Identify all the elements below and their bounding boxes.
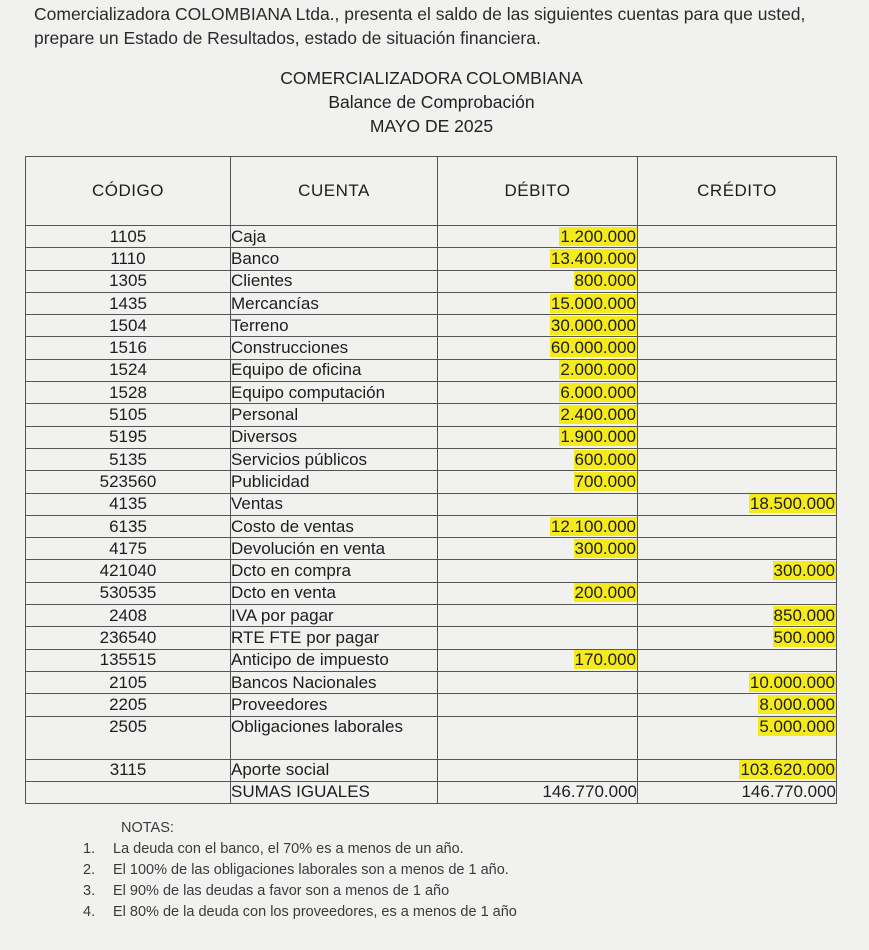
debit-amount: 15.000.000 xyxy=(550,293,636,313)
credit-amount-cell xyxy=(638,337,837,359)
account-code: 1110 xyxy=(110,248,146,268)
account-name-cell xyxy=(231,337,438,359)
account-name: Clientes xyxy=(231,271,293,291)
account-code-cell xyxy=(26,515,231,537)
credit-amount: 500.000 xyxy=(773,627,835,647)
account-code: 1435 xyxy=(109,293,147,313)
debit-amount: 12.100.000 xyxy=(550,516,636,536)
account-code-cell xyxy=(26,248,231,270)
note-item xyxy=(83,860,843,881)
credit-amount-cell xyxy=(638,315,837,337)
debit-amount: 1.900.000 xyxy=(560,427,636,447)
credit-amount-cell xyxy=(638,694,837,716)
table-row xyxy=(26,382,837,404)
table-row xyxy=(26,671,837,693)
credit-amount-cell xyxy=(638,404,837,426)
exercise-statement: Comercializadora COLOMBIANA Ltda., presenta el saldo de las siguientes cuentas para que usted, prepare un Estado de Resultados, estado de situación financiera. xyxy=(34,4,806,48)
account-code-cell xyxy=(26,315,231,337)
debit-amount-cell xyxy=(438,694,638,716)
notes-list xyxy=(83,839,843,923)
account-code-cell xyxy=(26,605,231,627)
note-text: El 80% de la deuda con los proveedores, es a menos de 1 año xyxy=(113,904,517,920)
credit-amount-cell xyxy=(638,582,837,604)
credit-amount-cell xyxy=(638,292,837,314)
note-number: 3. xyxy=(83,883,96,899)
account-code: 2205 xyxy=(109,694,147,714)
account-code-cell xyxy=(26,270,231,292)
table-row xyxy=(26,759,837,781)
column-header-credit: CRÉDITO xyxy=(638,157,837,226)
note-text: El 100% de las obligaciones laborales son a menos de 1 año. xyxy=(113,862,509,878)
debit-amount-cell xyxy=(438,226,638,248)
credit-amount-cell xyxy=(638,605,837,627)
account-code-cell xyxy=(26,560,231,582)
debit-amount-cell xyxy=(438,404,638,426)
totals-debit: 146.770.000 xyxy=(438,781,638,803)
column-header-code: CÓDIGO xyxy=(26,157,231,226)
credit-amount: 10.000.000 xyxy=(749,672,835,692)
account-name-cell xyxy=(231,315,438,337)
debit-amount-cell xyxy=(438,560,638,582)
account-name-cell xyxy=(231,471,438,493)
note-number: 2. xyxy=(83,862,96,878)
note-item xyxy=(83,839,843,860)
account-code-cell xyxy=(26,694,231,716)
account-name-cell xyxy=(231,759,438,781)
account-code: 6135 xyxy=(109,516,147,536)
note-item xyxy=(83,881,843,902)
table-row xyxy=(26,248,837,270)
debit-amount: 1.200.000 xyxy=(560,226,636,246)
table-row xyxy=(26,627,837,649)
totals-row xyxy=(26,781,837,803)
account-code: 2505 xyxy=(109,716,147,736)
account-name-cell xyxy=(231,248,438,270)
account-name-cell xyxy=(231,426,438,448)
credit-amount-cell xyxy=(638,471,837,493)
credit-amount: 8.000.000 xyxy=(759,694,835,714)
account-name-cell xyxy=(231,560,438,582)
column-header-account: CUENTA xyxy=(231,157,438,226)
debit-amount-cell xyxy=(438,515,638,537)
column-header-debit: DÉBITO xyxy=(438,157,638,226)
account-code: 5195 xyxy=(109,427,147,447)
account-name: Dcto en venta xyxy=(231,583,336,603)
account-name: Anticipo de impuesto xyxy=(231,650,389,670)
report-period: MAYO DE 2025 xyxy=(369,116,494,136)
table-row xyxy=(26,404,837,426)
account-name-cell xyxy=(231,515,438,537)
account-code-cell xyxy=(26,404,231,426)
debit-amount: 6.000.000 xyxy=(560,382,636,402)
account-name-cell xyxy=(231,582,438,604)
account-name-cell xyxy=(231,448,438,470)
account-name: IVA por pagar xyxy=(231,605,334,625)
credit-amount-cell xyxy=(638,359,837,381)
credit-amount: 300.000 xyxy=(773,561,835,581)
debit-amount-cell xyxy=(438,248,638,270)
account-code-cell xyxy=(26,649,231,671)
account-name: Caja xyxy=(231,226,266,246)
account-code-cell xyxy=(26,471,231,493)
account-code-cell xyxy=(26,448,231,470)
account-name-cell xyxy=(231,292,438,314)
account-code-cell xyxy=(26,426,231,448)
account-name: Equipo computación xyxy=(231,382,386,402)
account-code: 236540 xyxy=(99,627,157,647)
account-name-cell xyxy=(231,359,438,381)
account-code: 3115 xyxy=(109,760,147,780)
account-code-cell xyxy=(26,359,231,381)
table-row xyxy=(26,359,837,381)
account-name: Banco xyxy=(231,248,280,268)
account-name: Servicios públicos xyxy=(231,449,368,469)
account-code: 2408 xyxy=(109,605,147,625)
table-row xyxy=(26,694,837,716)
table-row xyxy=(26,649,837,671)
credit-amount: 18.500.000 xyxy=(749,494,835,514)
table-row xyxy=(26,538,837,560)
account-code: 1528 xyxy=(109,382,147,402)
table-header-row xyxy=(26,157,837,226)
account-code: 1305 xyxy=(109,271,147,291)
account-name: Equipo de oficina xyxy=(231,360,362,380)
credit-amount-cell xyxy=(638,627,837,649)
credit-amount-cell xyxy=(638,538,837,560)
credit-amount-cell xyxy=(638,716,837,759)
account-code-cell xyxy=(26,759,231,781)
account-name: Publicidad xyxy=(231,471,310,491)
account-name: RTE FTE por pagar xyxy=(231,627,380,647)
table-row xyxy=(26,515,837,537)
notes-section xyxy=(83,818,843,923)
account-code-cell xyxy=(26,582,231,604)
table-row xyxy=(26,448,837,470)
credit-amount-cell xyxy=(638,426,837,448)
credit-amount-cell xyxy=(638,248,837,270)
credit-amount-cell xyxy=(638,382,837,404)
account-name-cell xyxy=(231,270,438,292)
account-name: Ventas xyxy=(231,494,283,514)
account-code: 5135 xyxy=(109,449,147,469)
account-name-cell xyxy=(231,716,438,759)
totals-label: SUMAS IGUALES xyxy=(231,781,438,803)
debit-amount: 2.400.000 xyxy=(560,405,636,425)
debit-amount: 600.000 xyxy=(574,449,636,469)
account-code: 1504 xyxy=(109,315,147,335)
account-name: Personal xyxy=(231,405,299,425)
debit-amount: 200.000 xyxy=(574,583,636,603)
debit-amount: 2.000.000 xyxy=(560,360,636,380)
debit-amount-cell xyxy=(438,671,638,693)
credit-amount-cell xyxy=(638,226,837,248)
account-code: 4175 xyxy=(109,538,147,558)
account-code: 1105 xyxy=(109,226,147,246)
credit-amount: 850.000 xyxy=(773,605,835,625)
account-code: 5105 xyxy=(109,405,147,425)
account-name: Bancos Nacionales xyxy=(231,672,377,692)
debit-amount-cell xyxy=(438,471,638,493)
account-name-cell xyxy=(231,493,438,515)
debit-amount-cell xyxy=(438,716,638,759)
table-row xyxy=(26,426,837,448)
account-name: Obligaciones laborales xyxy=(231,716,403,736)
account-name-cell xyxy=(231,671,438,693)
notes-title: NOTAS: xyxy=(121,820,174,836)
debit-amount-cell xyxy=(438,270,638,292)
account-code-cell xyxy=(26,671,231,693)
account-name-cell xyxy=(231,694,438,716)
account-code: 421040 xyxy=(99,561,157,581)
debit-amount: 700.000 xyxy=(574,471,636,491)
company-name: COMERCIALIZADORA COLOMBIANA xyxy=(280,68,583,88)
debit-amount-cell xyxy=(438,627,638,649)
credit-amount-cell xyxy=(638,515,837,537)
account-code: 4135 xyxy=(109,494,147,514)
table-row xyxy=(26,270,837,292)
trial-balance-table xyxy=(25,156,837,804)
debit-amount-cell xyxy=(438,605,638,627)
table-row xyxy=(26,292,837,314)
account-name: Dcto en compra xyxy=(231,561,351,581)
account-name: Diversos xyxy=(231,427,298,447)
debit-amount-cell xyxy=(438,315,638,337)
debit-amount: 300.000 xyxy=(574,538,636,558)
table-row xyxy=(26,605,837,627)
account-code-cell xyxy=(26,382,231,404)
account-code-cell xyxy=(26,716,231,759)
account-name-cell xyxy=(231,605,438,627)
account-name-cell xyxy=(231,226,438,248)
account-code-cell xyxy=(26,627,231,649)
table-row xyxy=(26,471,837,493)
debit-amount-cell xyxy=(438,448,638,470)
credit-amount-cell xyxy=(638,649,837,671)
debit-amount-cell xyxy=(438,426,638,448)
account-name: Construcciones xyxy=(231,338,349,358)
account-code: 1524 xyxy=(109,360,147,380)
account-code: 523560 xyxy=(99,471,157,491)
table-row xyxy=(26,337,837,359)
table-row xyxy=(26,493,837,515)
report-title: Balance de Comprobación xyxy=(328,92,535,112)
credit-amount: 103.620.000 xyxy=(740,760,835,780)
table-row xyxy=(26,315,837,337)
account-code-cell xyxy=(26,493,231,515)
note-text: El 90% de las deudas a favor son a menos de 1 año xyxy=(113,883,450,899)
account-name-cell xyxy=(231,649,438,671)
account-code: 135515 xyxy=(99,650,157,670)
debit-amount: 60.000.000 xyxy=(550,338,636,358)
account-code: 530535 xyxy=(99,583,157,603)
debit-amount-cell xyxy=(438,538,638,560)
debit-amount-cell xyxy=(438,582,638,604)
account-name: Aporte social xyxy=(231,760,330,780)
table-row xyxy=(26,560,837,582)
account-name: Proveedores xyxy=(231,694,328,714)
debit-amount: 30.000.000 xyxy=(550,315,636,335)
debit-amount-cell xyxy=(438,292,638,314)
credit-amount-cell xyxy=(638,493,837,515)
note-number: 1. xyxy=(83,841,96,857)
debit-amount-cell xyxy=(438,359,638,381)
account-name-cell xyxy=(231,627,438,649)
account-code-cell xyxy=(26,226,231,248)
account-name-cell xyxy=(231,538,438,560)
debit-amount: 13.400.000 xyxy=(550,248,636,268)
credit-amount-cell xyxy=(638,270,837,292)
debit-amount-cell xyxy=(438,382,638,404)
totals-credit: 146.770.000 xyxy=(638,781,837,803)
note-text: La deuda con el banco, el 70% es a menos de un año. xyxy=(113,841,464,857)
credit-amount: 5.000.000 xyxy=(759,716,835,736)
table-row xyxy=(26,582,837,604)
debit-amount: 800.000 xyxy=(574,271,636,291)
account-name: Terreno xyxy=(231,315,289,335)
debit-amount-cell xyxy=(438,649,638,671)
credit-amount-cell xyxy=(638,448,837,470)
debit-amount: 170.000 xyxy=(574,650,636,670)
debit-amount-cell xyxy=(438,759,638,781)
account-name: Mercancías xyxy=(231,293,319,313)
account-code-cell xyxy=(26,292,231,314)
account-name: Costo de ventas xyxy=(231,516,354,536)
credit-amount-cell xyxy=(638,560,837,582)
account-name-cell xyxy=(231,404,438,426)
debit-amount-cell xyxy=(438,493,638,515)
account-code-cell xyxy=(26,538,231,560)
account-code-cell xyxy=(26,337,231,359)
note-number: 4. xyxy=(83,904,96,920)
table-row xyxy=(26,716,837,759)
debit-amount-cell xyxy=(438,337,638,359)
credit-amount-cell xyxy=(638,759,837,781)
credit-amount-cell xyxy=(638,671,837,693)
note-item xyxy=(83,902,843,923)
table-row xyxy=(26,226,837,248)
account-code: 1516 xyxy=(109,338,147,358)
totals-empty xyxy=(26,781,231,803)
account-name: Devolución en venta xyxy=(231,538,386,558)
account-name-cell xyxy=(231,382,438,404)
account-code: 2105 xyxy=(109,672,147,692)
